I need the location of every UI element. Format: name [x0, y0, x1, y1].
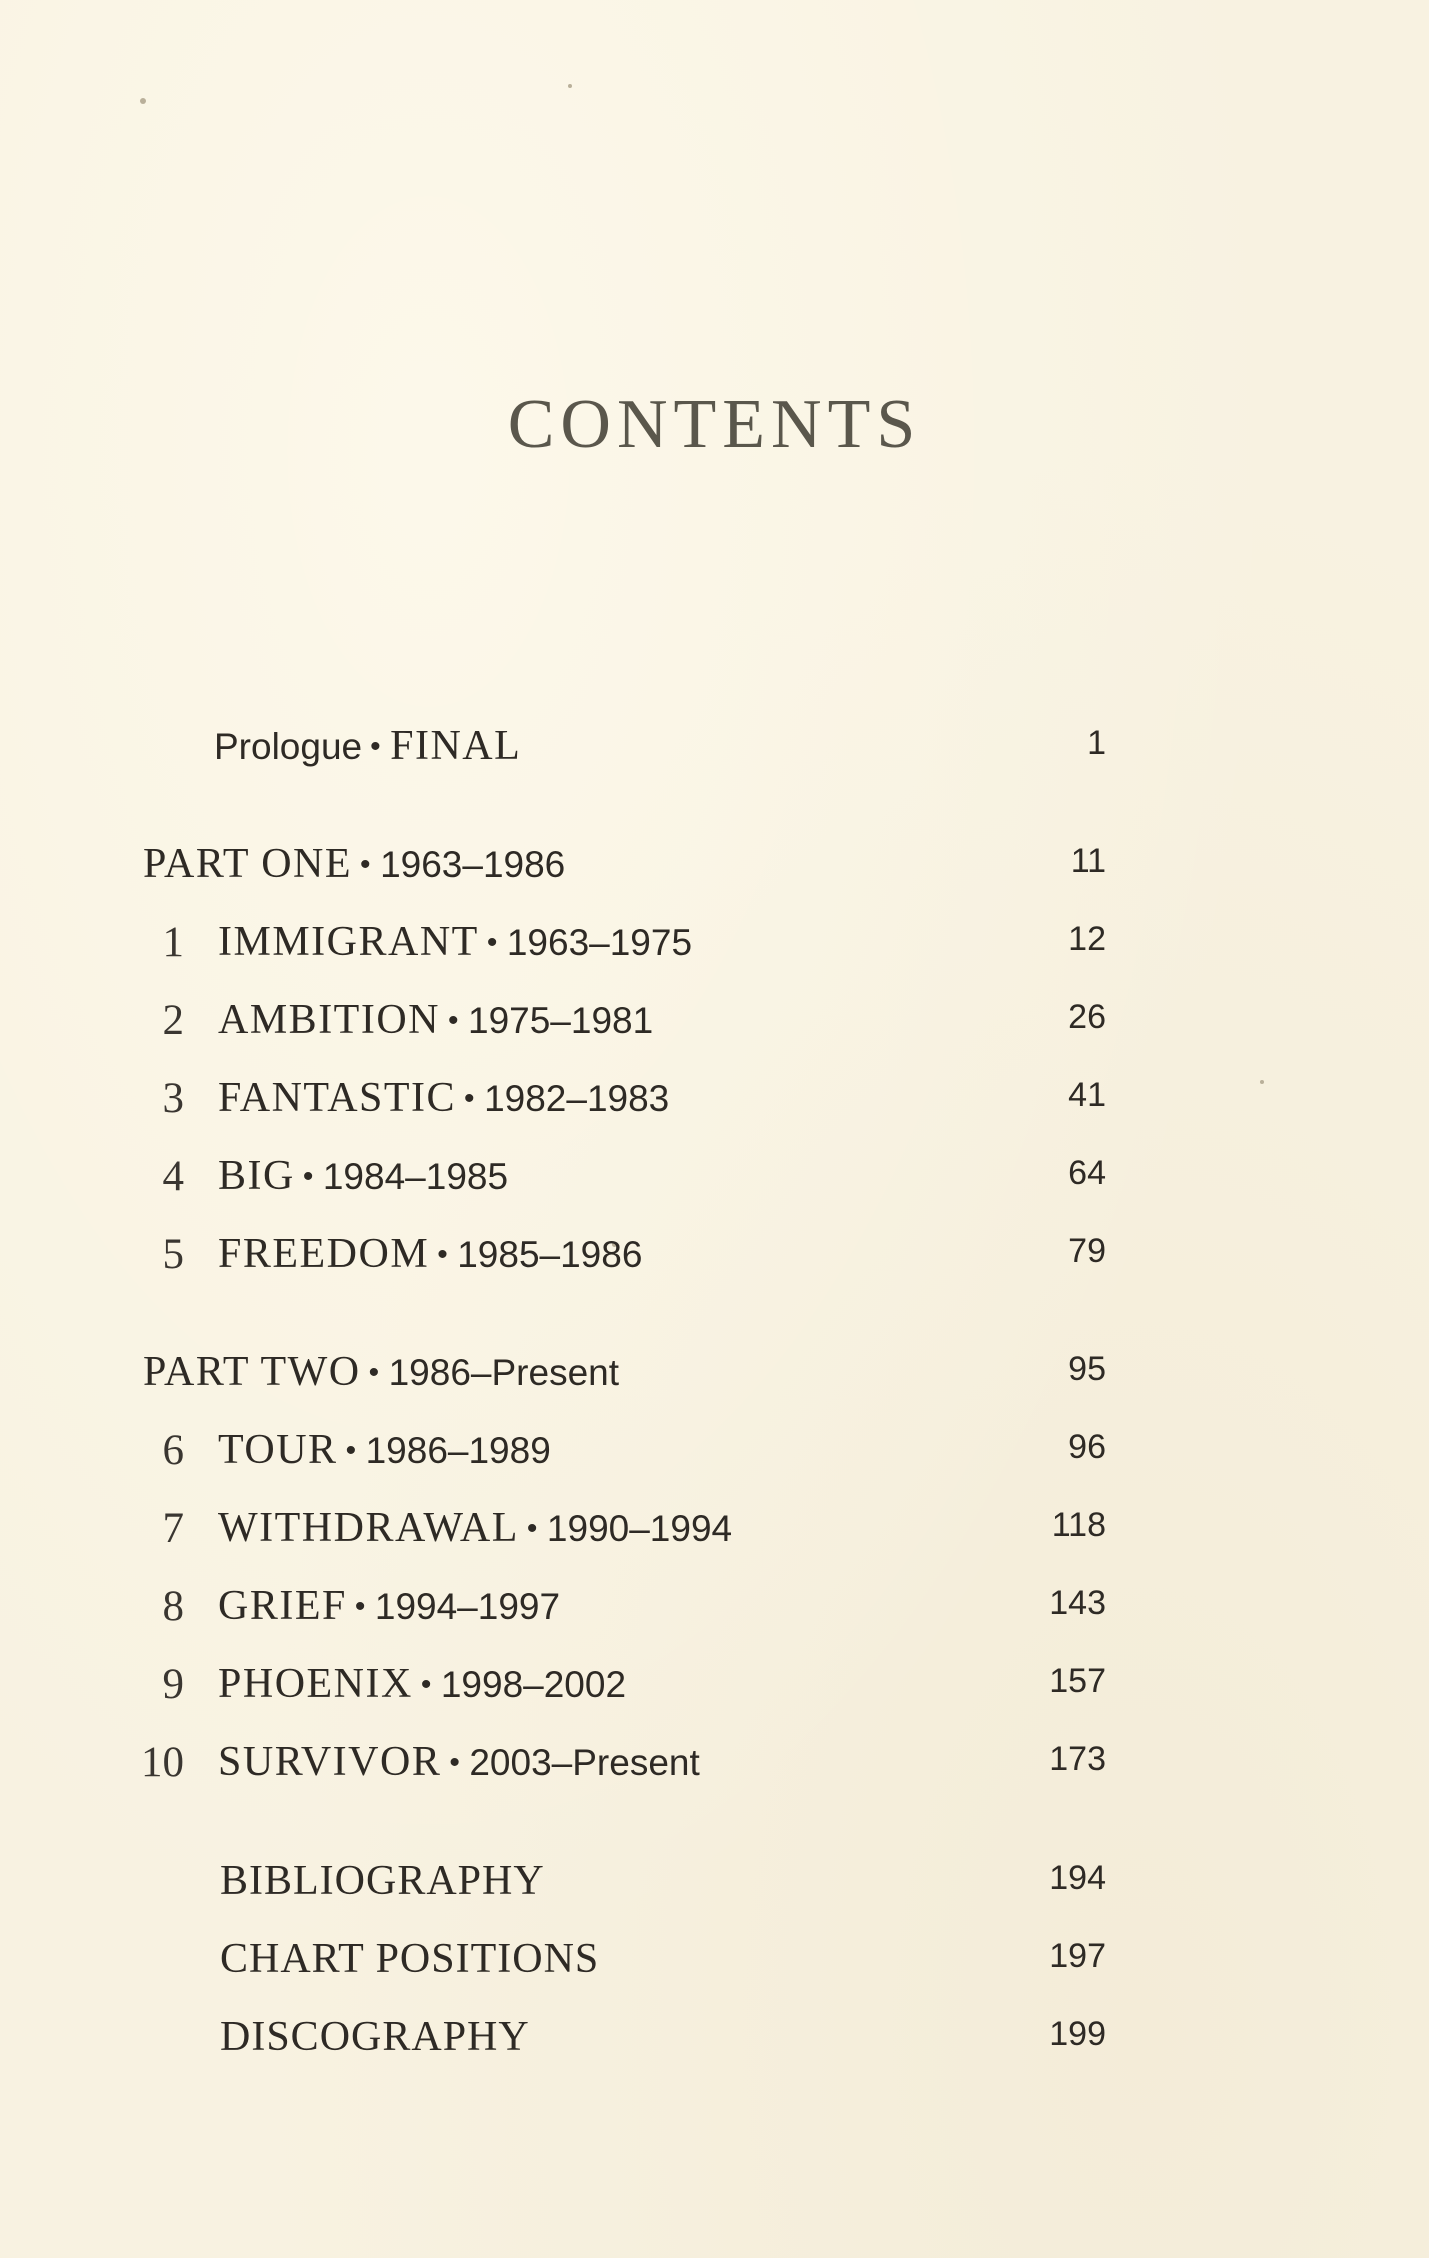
- chapter-number: 1: [162, 919, 184, 966]
- page-number: 41: [1068, 1076, 1106, 1114]
- chapter-years: 1990–1994: [546, 1508, 733, 1549]
- chapter-years: 1975–1981: [468, 1000, 654, 1041]
- chapter-number: 4: [162, 1153, 184, 1200]
- page-number: 95: [1068, 1350, 1106, 1388]
- chapter-number: 6: [162, 1427, 184, 1474]
- page-number: 12: [1068, 920, 1106, 958]
- part-entry: [143, 840, 565, 888]
- chapter-number: 9: [162, 1661, 184, 1708]
- separator-dot: •: [302, 1160, 315, 1193]
- chapter-years: 1982–1983: [484, 1078, 670, 1119]
- page-title: CONTENTS: [507, 386, 922, 463]
- chapter-name: PHOENIX: [218, 1661, 413, 1707]
- chapter-number: 5: [162, 1231, 184, 1278]
- chapter-name: GRIEF: [218, 1583, 347, 1629]
- chapter-entry: [218, 1738, 700, 1786]
- toc-row-chapter-4[interactable]: [0, 1152, 1429, 1212]
- page-number: 199: [1049, 2015, 1106, 2053]
- separator-dot: •: [449, 1746, 462, 1779]
- chapter-entry: [218, 918, 692, 966]
- separator-dot: •: [420, 1668, 433, 1701]
- page-number: 26: [1068, 998, 1106, 1036]
- chapter-name: BIG: [218, 1153, 295, 1199]
- toc-row-chart-positions[interactable]: [0, 1935, 1429, 1995]
- part-label: PART TWO: [143, 1349, 361, 1395]
- chapter-number: 7: [162, 1505, 184, 1552]
- page-number: 143: [1049, 1584, 1106, 1622]
- separator-dot: •: [526, 1512, 539, 1545]
- toc-row-bibliography[interactable]: [0, 1857, 1429, 1917]
- back-matter-name: DISCOGRAPHY: [220, 2014, 530, 2060]
- paper-speck: [140, 98, 146, 104]
- chapter-name: FREEDOM: [218, 1231, 430, 1277]
- chapter-entry: [218, 1074, 669, 1122]
- toc-row-discography[interactable]: [0, 2013, 1429, 2073]
- chapter-name: FANTASTIC: [218, 1075, 457, 1121]
- prologue-name: FINAL: [390, 723, 522, 769]
- separator-dot: •: [345, 1434, 358, 1467]
- toc-row-chapter-1[interactable]: [0, 918, 1429, 978]
- page-number: 157: [1049, 1662, 1106, 1700]
- prologue-label: Prologue: [214, 726, 363, 767]
- chapter-entry: [218, 996, 653, 1044]
- chapter-years: 1994–1997: [374, 1586, 561, 1627]
- separator-dot: •: [370, 730, 383, 763]
- separator-dot: •: [354, 1590, 367, 1623]
- toc-row-chapter-8[interactable]: [0, 1582, 1429, 1642]
- chapter-number: 10: [141, 1739, 184, 1786]
- separator-dot: •: [486, 926, 499, 959]
- part-years: 1986–Present: [388, 1352, 620, 1393]
- separator-dot: •: [360, 848, 373, 881]
- page-number: 197: [1049, 1937, 1106, 1975]
- page-number: 173: [1049, 1740, 1106, 1778]
- toc-row-chapter-5[interactable]: [0, 1230, 1429, 1290]
- separator-dot: •: [437, 1238, 450, 1271]
- part-entry: [143, 1348, 619, 1396]
- page-number: 64: [1068, 1154, 1106, 1192]
- part-label: PART ONE: [143, 841, 353, 887]
- chapter-entry: [218, 1582, 560, 1630]
- chapter-number: 8: [162, 1583, 184, 1630]
- page-number: 96: [1068, 1428, 1106, 1466]
- chapter-name: TOUR: [218, 1427, 338, 1473]
- page-number: 194: [1049, 1859, 1106, 1897]
- chapter-entry: [218, 1660, 626, 1708]
- chapter-entry: [218, 1152, 508, 1200]
- part-years: 1963–1986: [380, 844, 566, 885]
- toc-row-part-two[interactable]: [0, 1348, 1429, 1408]
- chapter-number: 2: [162, 997, 184, 1044]
- toc-row-part-one[interactable]: [0, 840, 1429, 900]
- paper-speck: [568, 84, 572, 88]
- chapter-name: WITHDRAWAL: [218, 1505, 519, 1551]
- prologue-entry: [214, 722, 521, 770]
- toc-row-chapter-10[interactable]: [0, 1738, 1429, 1798]
- chapter-years: 1963–1975: [506, 922, 693, 963]
- chapter-name: AMBITION: [218, 997, 440, 1043]
- back-matter-name: BIBLIOGRAPHY: [220, 1858, 545, 1904]
- toc-row-prologue[interactable]: [0, 722, 1429, 782]
- chapter-years: 1984–1985: [322, 1156, 509, 1197]
- chapter-years: 1986–1989: [365, 1430, 551, 1471]
- page-number: 79: [1068, 1232, 1106, 1270]
- separator-dot: •: [464, 1082, 477, 1115]
- page-number: 118: [1051, 1506, 1106, 1544]
- chapter-years: 1998–2002: [440, 1664, 627, 1705]
- toc-row-chapter-3[interactable]: [0, 1074, 1429, 1134]
- chapter-number: 3: [162, 1075, 184, 1122]
- chapter-name: SURVIVOR: [218, 1739, 442, 1785]
- toc-row-chapter-2[interactable]: [0, 996, 1429, 1056]
- chapter-years: 2003–Present: [469, 1742, 700, 1783]
- toc-row-chapter-9[interactable]: [0, 1660, 1429, 1720]
- separator-dot: •: [447, 1004, 460, 1037]
- separator-dot: •: [368, 1356, 381, 1389]
- toc-row-chapter-7[interactable]: [0, 1504, 1429, 1564]
- page-number: 11: [1070, 842, 1106, 880]
- chapter-entry: [218, 1426, 551, 1474]
- chapter-years: 1985–1986: [457, 1234, 643, 1275]
- chapter-name: IMMIGRANT: [218, 919, 479, 965]
- chapter-entry: [218, 1504, 732, 1552]
- chapter-entry: [218, 1230, 642, 1278]
- back-matter-name: CHART POSITIONS: [220, 1936, 600, 1982]
- page-number: 1: [1087, 724, 1106, 762]
- toc-row-chapter-6[interactable]: [0, 1426, 1429, 1486]
